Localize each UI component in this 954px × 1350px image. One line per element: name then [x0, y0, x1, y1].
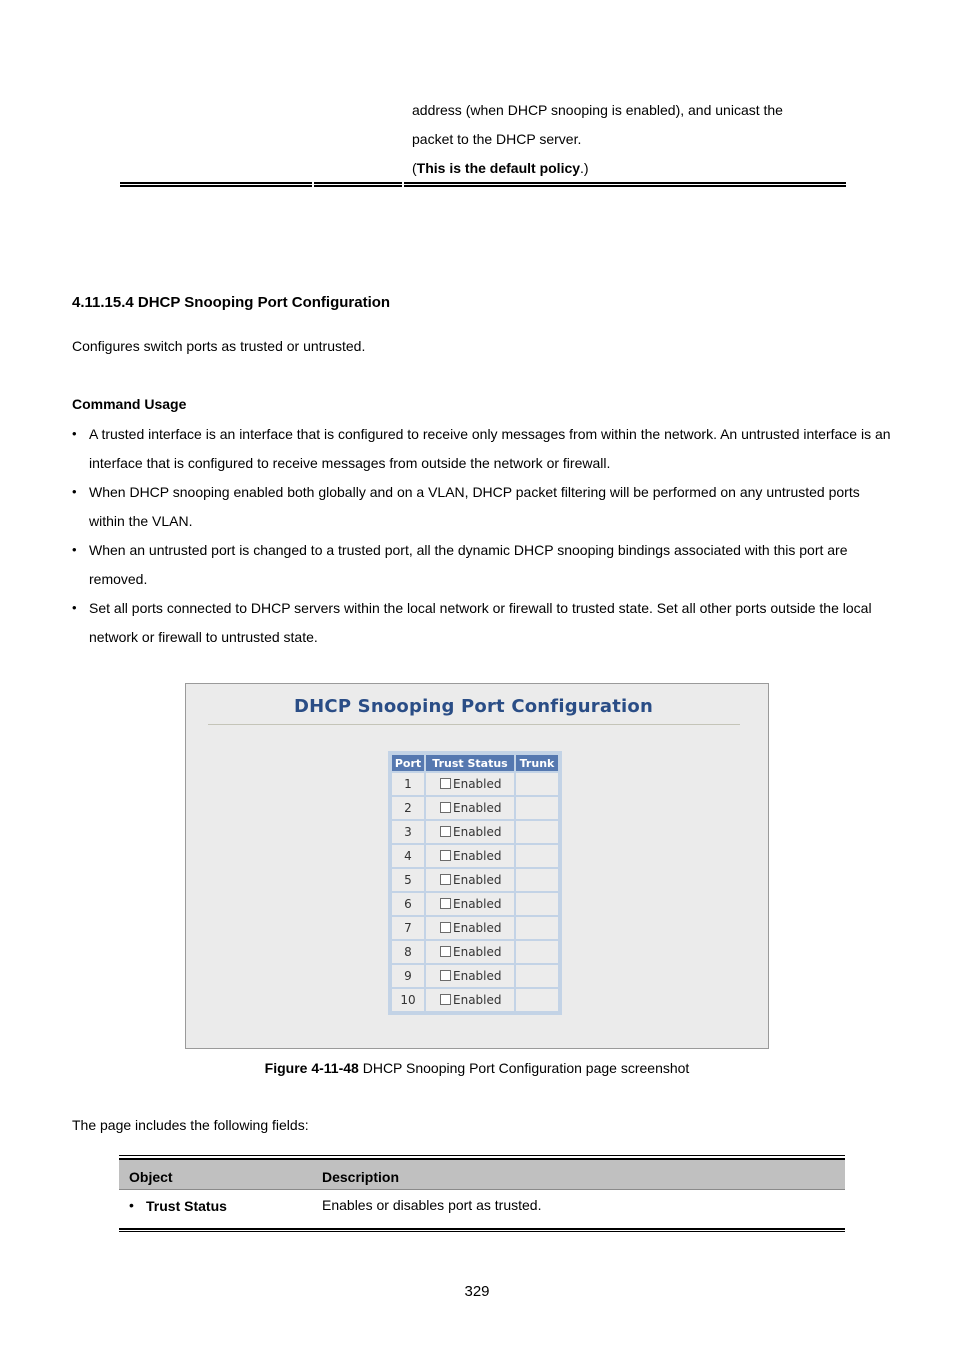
fields-intro: The page includes the following fields: [72, 1117, 309, 1133]
top-table-text-line3: (This is the default policy.) [412, 160, 589, 176]
figure-text: DHCP Snooping Port Configuration page screenshot [358, 1060, 690, 1076]
trust-enabled-checkbox[interactable] [440, 970, 451, 981]
usage-bullet: • Set all ports connected to DHCP servers within the local network or firewall to trusted state. Set all other ports outside the local network or firewall to untrusted state. [72, 594, 892, 651]
trust-enabled-label: Enabled [453, 777, 502, 791]
field-description: Enables or disables port as trusted. [322, 1197, 542, 1213]
trust-status-cell [426, 917, 514, 939]
table-row [392, 773, 558, 795]
trust-status-cell [426, 893, 514, 915]
table-row [392, 941, 558, 963]
top-table-text-line1: address (when DHCP snooping is enabled), and unicast the [412, 102, 783, 118]
port-number: 4 [392, 845, 424, 867]
table-row [392, 989, 558, 1011]
trust-status-cell [426, 941, 514, 963]
trust-enabled-label: Enabled [453, 897, 502, 911]
usage-bullet: • A trusted interface is an interface that is configured to receive only messages from within the network. An untrusted interface is an interface that is configured to receive messages from outside the network or firewall. [72, 420, 892, 477]
trust-enabled-label: Enabled [453, 873, 502, 887]
fields-table [119, 1155, 845, 1232]
top-table-bottom-rule [120, 182, 846, 187]
port-config-table [388, 751, 562, 1015]
field-object: Trust Status [146, 1198, 227, 1214]
header-object: Object [129, 1169, 173, 1185]
trunk-cell [516, 965, 558, 987]
trust-status-cell [426, 821, 514, 843]
trust-enabled-label: Enabled [453, 825, 502, 839]
trunk-cell [516, 869, 558, 891]
figure-label: Figure 4-11-48 [264, 1060, 359, 1076]
trust-status-cell [426, 965, 514, 987]
default-policy-label: This is the default policy [416, 160, 581, 176]
column-header-trust-status: Trust Status [426, 755, 514, 771]
usage-bullet: • When an untrusted port is changed to a trusted port, all the dynamic DHCP snooping bindings associated with this port are removed. [72, 536, 892, 593]
command-usage-heading: Command Usage [72, 396, 187, 412]
trunk-cell [516, 941, 558, 963]
trust-enabled-checkbox[interactable] [440, 802, 451, 813]
trunk-cell [516, 989, 558, 1011]
trust-enabled-checkbox[interactable] [440, 898, 451, 909]
trust-enabled-label: Enabled [453, 969, 502, 983]
header-description: Description [322, 1169, 400, 1185]
trust-enabled-label: Enabled [453, 945, 502, 959]
trust-enabled-label: Enabled [453, 993, 502, 1007]
trust-enabled-checkbox[interactable] [440, 850, 451, 861]
screenshot-title: DHCP Snooping Port Configuration [294, 696, 653, 717]
section-intro: Configures switch ports as trusted or untrusted. [72, 338, 366, 354]
table-row [119, 1190, 845, 1228]
fields-table-header [119, 1160, 845, 1190]
trust-enabled-checkbox[interactable] [440, 994, 451, 1005]
port-number: 3 [392, 821, 424, 843]
port-number: 9 [392, 965, 424, 987]
trust-status-cell [426, 845, 514, 867]
column-separator [402, 180, 404, 189]
trust-enabled-label: Enabled [453, 801, 502, 815]
usage-bullet: • When DHCP snooping enabled both globally and on a VLAN, DHCP packet filtering will be performed on any untrusted ports within the VLAN. [72, 478, 892, 535]
trunk-cell [516, 917, 558, 939]
page-number: 329 [464, 1283, 490, 1300]
trust-status-cell [426, 773, 514, 795]
trunk-cell [516, 893, 558, 915]
trust-enabled-checkbox[interactable] [440, 778, 451, 789]
table-bottom-rule [119, 1228, 845, 1232]
table-row [392, 821, 558, 843]
table-row [392, 965, 558, 987]
trust-enabled-checkbox[interactable] [440, 826, 451, 837]
trunk-cell [516, 773, 558, 795]
column-separator [312, 180, 314, 189]
table-row [392, 917, 558, 939]
port-number: 7 [392, 917, 424, 939]
dhcp-snooping-screenshot [185, 683, 769, 1049]
port-number: 2 [392, 797, 424, 819]
column-header-trunk: Trunk [516, 755, 558, 771]
figure-caption [0, 1060, 954, 1076]
trust-status-cell [426, 989, 514, 1011]
column-header-port: Port [392, 755, 424, 771]
bullet-icon: • [129, 1197, 134, 1213]
table-row [392, 797, 558, 819]
trust-status-cell [426, 869, 514, 891]
port-number: 6 [392, 893, 424, 915]
trust-enabled-label: Enabled [453, 921, 502, 935]
trust-enabled-checkbox[interactable] [440, 946, 451, 957]
port-number: 5 [392, 869, 424, 891]
table-row [392, 845, 558, 867]
port-number: 1 [392, 773, 424, 795]
trunk-cell [516, 821, 558, 843]
port-number: 8 [392, 941, 424, 963]
trunk-cell [516, 797, 558, 819]
table-row [392, 869, 558, 891]
trust-enabled-label: Enabled [453, 849, 502, 863]
trust-status-cell [426, 797, 514, 819]
trunk-cell [516, 845, 558, 867]
trust-enabled-checkbox[interactable] [440, 922, 451, 933]
title-divider [208, 724, 740, 725]
top-table-text-line2: packet to the DHCP server. [412, 131, 582, 147]
trust-enabled-checkbox[interactable] [440, 874, 451, 885]
section-heading: 4.11.15.4 DHCP Snooping Port Configuration [72, 294, 391, 311]
table-row [392, 893, 558, 915]
port-number: 10 [392, 989, 424, 1011]
command-usage-list [72, 420, 892, 652]
